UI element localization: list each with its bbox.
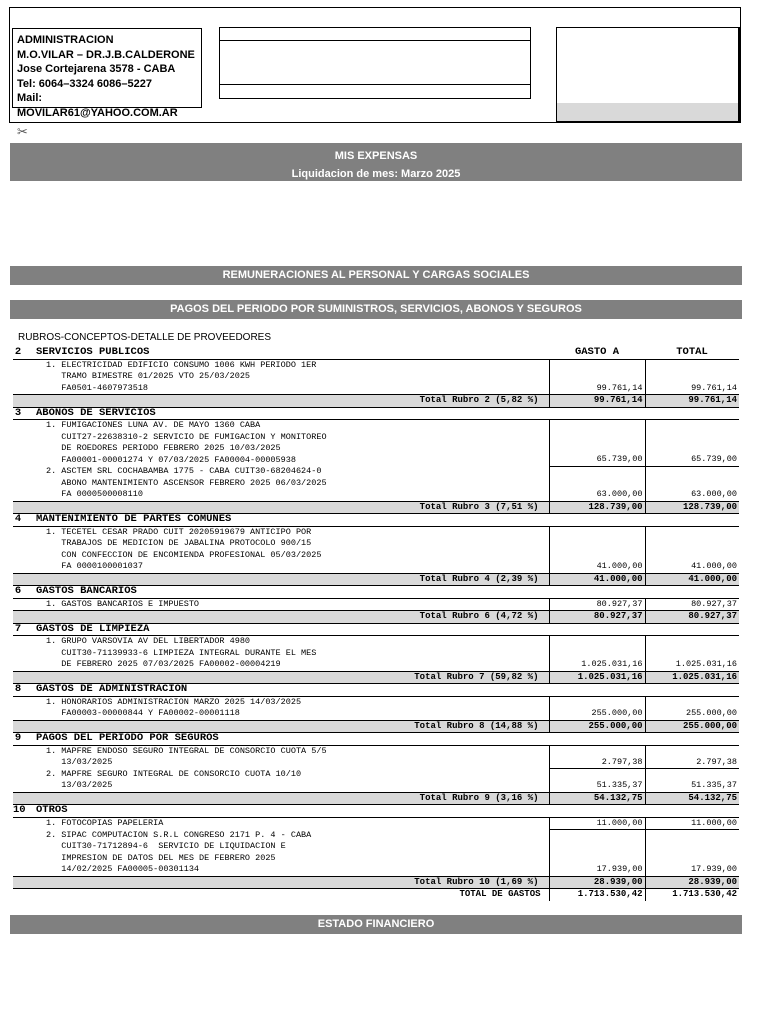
row-spacer <box>13 745 23 769</box>
rubro-header-row <box>13 623 739 636</box>
item-description: 2. SIPAC COMPUTACION S.R.L CONGRESO 2171 P. 4 - CABA CUIT30-71712894-6 SERVICIO DE LIQUIDACION E IMPRESION DE DATOS DEL MES DE FEBRERO 2025 14/02/2025 FA00005-00301134 <box>46 829 312 874</box>
title-banner <box>10 143 742 181</box>
row-spacer <box>13 769 23 793</box>
rubro-number: 3 <box>14 406 22 419</box>
item-description: 1. GASTOS BANCARIOS E IMPUESTO <box>46 598 200 609</box>
rubro-total-gasto: 54.132,75 <box>549 792 645 805</box>
period-subtitle: Liquidacion de mes: Marzo 2025 <box>291 168 461 180</box>
expense-item <box>13 769 739 793</box>
rubro-total-row <box>13 611 739 624</box>
rubro-header-row <box>13 805 739 818</box>
row-spacer <box>13 420 23 467</box>
rubro-header-row <box>13 407 739 420</box>
grand-total-row <box>13 889 739 901</box>
grand-total-gasto: 1.713.530,42 <box>549 889 645 901</box>
item-total: 41.000,00 <box>645 526 739 573</box>
rubro-header-row <box>13 733 739 746</box>
item-description: 2. ASCTEM SRL COCHABAMBA 1775 - CABA CUIT30-68204624-0 ABONO MANTENIMIENTO ASCENSOR FEBRERO 2025 06/03/2025 FA 0000500008110 <box>46 466 327 499</box>
column-gasto-a: GASTO A <box>549 347 645 359</box>
row-spacer <box>13 696 23 720</box>
row-spacer <box>13 501 23 514</box>
amount-box <box>556 27 740 122</box>
rubro-number: 10 <box>13 804 26 816</box>
rubro-total-total: 28.939,00 <box>645 876 739 889</box>
item-description: 1. FOTOCOPIAS PAPELERIA <box>46 818 164 828</box>
row-spacer <box>13 395 23 408</box>
row-spacer <box>13 359 23 395</box>
expense-item <box>13 359 739 395</box>
expenses-table <box>13 347 739 901</box>
item-gasto-a: 63.000,00 <box>549 466 645 501</box>
rubro-number: 4 <box>14 513 22 525</box>
rubro-total-gasto: 80.927,37 <box>549 611 645 624</box>
item-total: 99.761,14 <box>645 359 739 395</box>
rubro-total-row <box>13 876 739 889</box>
rubro-total-label: Total Rubro 10 (1,69 %) <box>23 876 549 889</box>
row-spacer <box>13 598 23 611</box>
item-total: 255.000,00 <box>645 696 739 720</box>
administration-box <box>12 28 202 119</box>
page-title: MIS EXPENSAS <box>334 150 418 162</box>
rubro-total-row <box>13 573 739 586</box>
expense-item <box>13 830 739 877</box>
rubro-total-gasto: 128.739,00 <box>549 501 645 514</box>
rubro-total-label: Total Rubro 2 (5,82 %) <box>23 395 549 408</box>
item-total: 1.025.031,16 <box>645 636 739 672</box>
rubro-total-total: 255.000,00 <box>645 720 739 733</box>
row-spacer <box>13 526 23 573</box>
item-gasto-a: 65.739,00 <box>549 420 645 467</box>
admin-line-2: M.O.VILAR – DR.J.B.CALDERONE <box>17 48 195 61</box>
item-description: 2. MAPFRE SEGURO INTEGRAL DE CONSORCIO CUOTA 10/10 13/03/2025 <box>46 768 302 790</box>
rubro-total-row <box>13 501 739 514</box>
remuneraciones-banner: REMUNERACIONES AL PERSONAL Y CARGAS SOCIALES <box>10 266 742 285</box>
rubro-number: 8 <box>14 683 22 695</box>
item-gasto-a: 41.000,00 <box>549 526 645 573</box>
rubro-header-row <box>13 586 739 599</box>
rubro-total-label: Total Rubro 8 (14,88 %) <box>23 720 549 733</box>
rubro-total-gasto: 99.761,14 <box>549 395 645 408</box>
rubro-header-row <box>13 514 739 527</box>
rubro-title: MANTENIMIENTO DE PARTES COMUNES <box>23 514 739 527</box>
rubro-total-gasto: 41.000,00 <box>549 573 645 586</box>
expense-item <box>13 466 739 501</box>
item-total: 11.000,00 <box>645 817 739 830</box>
rubro-number: 7 <box>14 622 22 635</box>
rubro-total-gasto: 255.000,00 <box>549 720 645 733</box>
item-gasto-a: 255.000,00 <box>549 696 645 720</box>
item-gasto-a: 99.761,14 <box>549 359 645 395</box>
item-gasto-a: 1.025.031,16 <box>549 636 645 672</box>
rubro-number: 6 <box>14 585 22 597</box>
pagos-banner: PAGOS DEL PERIODO POR SUMINISTROS, SERVICIOS, ABONOS Y SEGUROS <box>10 300 742 319</box>
item-total: 51.335,37 <box>645 769 739 793</box>
rubro-total-gasto: 28.939,00 <box>549 876 645 889</box>
row-spacer <box>13 573 23 586</box>
row-spacer <box>13 876 23 889</box>
item-gasto-a: 51.335,37 <box>549 769 645 793</box>
item-total: 65.739,00 <box>645 420 739 467</box>
rubro-total-row <box>13 671 739 684</box>
item-total: 80.927,37 <box>645 598 739 611</box>
admin-line-1: ADMINISTRACION <box>17 34 114 46</box>
item-description: 1. GRUPO VARSOVIA AV DEL LIBERTADOR 4980 CUIT30-71139933-6 LIMPIEZA INTEGRAL DURANTE EL MES DE FEBRERO 2025 07/03/2025 FA00002-00004219 <box>46 636 317 669</box>
rubro-total-gasto: 1.025.031,16 <box>549 671 645 684</box>
admin-mail: Mail: MOVILAR61@YAHOO.COM.AR <box>17 92 178 119</box>
item-gasto-a: 80.927,37 <box>549 598 645 611</box>
row-spacer <box>13 611 23 624</box>
unit-info-box <box>219 27 531 99</box>
rubro-number: 9 <box>14 732 22 744</box>
rubro-total-total: 99.761,14 <box>645 395 739 408</box>
expense-item <box>13 636 739 672</box>
item-description: 1. FUMIGACIONES LUNA AV. DE MAYO 1360 CABA CUIT27-22638310-2 SERVICIO DE FUMIGACION Y MONITOREO DE ROEDORES PERIODO FEBRERO 2025 10/03/2025 FA00001-00001274 Y 07/03/2025 FA00004-00005938 <box>46 420 327 465</box>
row-spacer <box>13 636 23 672</box>
expense-item <box>13 598 739 611</box>
rubro-total-total: 1.025.031,16 <box>645 671 739 684</box>
item-description: 1. ELECTRICIDAD EDIFICIO CONSUMO 1006 KWH PERIODO 1ER TRAMO BIMESTRE 01/2025 VTO 25/03/2025 FA0501-4607973518 <box>46 359 317 393</box>
rubro-total-label: Total Rubro 4 (2,39 %) <box>23 573 549 586</box>
row-spacer <box>13 817 23 830</box>
estado-financiero-banner: ESTADO FINANCIERO <box>10 915 742 934</box>
expense-item <box>13 817 739 830</box>
rubro-total-label: Total Rubro 6 (4,72 %) <box>23 611 549 624</box>
row-spacer <box>13 466 23 501</box>
admin-address: Jose Cortejarena 3578 - CABA <box>17 63 176 75</box>
row-spacer <box>13 720 23 733</box>
scissors-icon: ✂ <box>17 124 28 139</box>
rubro-title: PAGOS DEL PERIODO POR SEGUROS <box>23 733 739 746</box>
rubro-total-total: 128.739,00 <box>645 501 739 514</box>
item-description: 1. HONORARIOS ADMINISTRACION MARZO 2025 14/03/2025 FA00003-00000844 Y FA00002-00001118 <box>46 696 302 718</box>
rubro-header-row <box>13 347 739 359</box>
item-description: 1. MAPFRE ENDOSO SEGURO INTEGRAL DE CONSORCIO CUOTA 5/5 13/03/2025 <box>46 745 327 767</box>
rubro-header-row <box>13 684 739 697</box>
row-spacer <box>13 889 23 901</box>
rubro-title: GASTOS BANCARIOS <box>23 586 739 599</box>
item-gasto-a: 2.797,38 <box>549 745 645 769</box>
grand-total-total: 1.713.530,42 <box>645 889 739 901</box>
rubros-label: RUBROS-CONCEPTOS-DETALLE DE PROVEEDORES <box>18 332 272 343</box>
expense-item <box>13 696 739 720</box>
rubro-total-total: 54.132,75 <box>645 792 739 805</box>
column-total: TOTAL <box>645 347 739 359</box>
admin-tel: Tel: 6064–3324 6086–5227 <box>17 77 152 90</box>
item-gasto-a: 17.939,00 <box>549 830 645 877</box>
rubro-total-label: Total Rubro 7 (59,82 %) <box>23 671 549 684</box>
rubro-total-row <box>13 395 739 408</box>
rubro-total-label: Total Rubro 9 (3,16 %) <box>23 792 549 805</box>
rubro-title: ABONOS DE SERVICIOS <box>23 407 739 420</box>
row-spacer <box>13 671 23 684</box>
grand-total-label: TOTAL DE GASTOS <box>459 889 541 899</box>
rubro-number: 2 <box>14 346 22 358</box>
item-description: 1. TECETEL CESAR PRADO CUIT 20205919679 ANTICIPO POR TRABAJOS DE MEDICION DE JABALINA PROTOCOLO 900/15 CON CONFECCION DE ENCOMIENDA PROFESIONAL 05/03/2025 FA 0000100001037 <box>46 526 322 571</box>
row-spacer <box>13 792 23 805</box>
row-spacer <box>13 830 23 877</box>
expense-item <box>13 526 739 573</box>
rubro-total-row <box>13 720 739 733</box>
item-gasto-a: 11.000,00 <box>549 817 645 830</box>
rubro-total-total: 41.000,00 <box>645 573 739 586</box>
rubro-title: GASTOS DE LIMPIEZA <box>23 623 739 636</box>
rubro-total-total: 80.927,37 <box>645 611 739 624</box>
item-total: 63.000,00 <box>645 466 739 501</box>
item-total: 17.939,00 <box>645 830 739 877</box>
rubro-title: OTROS <box>23 805 739 818</box>
rubro-title: SERVICIOS PUBLICOS <box>23 347 549 359</box>
expense-item <box>13 745 739 769</box>
expense-item <box>13 420 739 467</box>
rubro-total-label: Total Rubro 3 (7,51 %) <box>23 501 549 514</box>
rubro-title: GASTOS DE ADMINISTRACION <box>23 684 739 697</box>
item-total: 2.797,38 <box>645 745 739 769</box>
rubro-total-row <box>13 792 739 805</box>
